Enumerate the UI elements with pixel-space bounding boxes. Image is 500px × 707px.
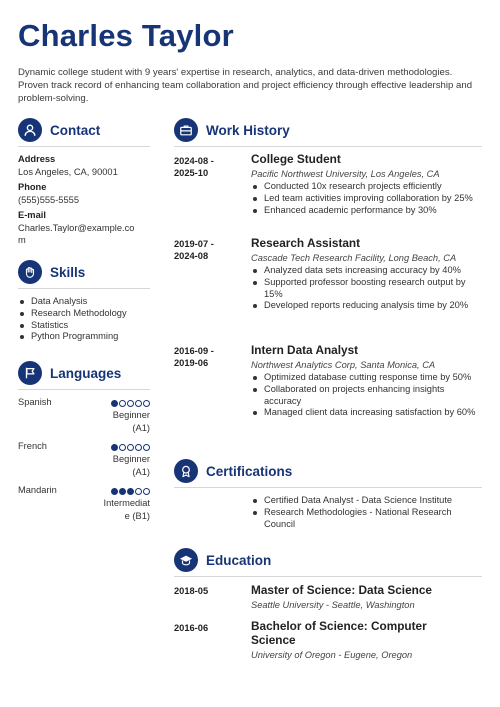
language-level-text: Intermediat <box>103 498 150 508</box>
summary-text: Dynamic college student with 9 years' expertise in research, analytics, and data-driven methodologies. Proven track record of enhancing team collaboration and project efficiency through effective leadership and problem-solving. <box>18 67 473 104</box>
education-school: Seattle University - Seattle, Washington <box>251 600 415 610</box>
job-bullets <box>251 265 481 312</box>
skills-title: Skills <box>50 264 86 280</box>
languages-section-header <box>18 361 121 385</box>
job-bullet: Managed client data increasing satisfaction by 60% <box>251 407 481 419</box>
language-level <box>95 486 150 522</box>
filled-dot-icon <box>111 444 118 451</box>
language-level <box>95 442 150 478</box>
education-section-header <box>174 548 271 572</box>
empty-dot-icon <box>135 444 142 451</box>
contact-divider <box>18 146 150 147</box>
certifications-divider <box>174 487 482 488</box>
skills-divider <box>18 288 150 289</box>
certification-item: Research Methodologies - National Research Council <box>251 507 481 531</box>
job-role: Research Assistant <box>251 236 361 250</box>
empty-dot-icon <box>119 444 126 451</box>
job-role: College Student <box>251 152 341 166</box>
education-title: Education <box>206 552 272 568</box>
address-value: Los Angeles, CA, 90001 <box>18 167 118 177</box>
briefcase-icon <box>174 118 198 142</box>
job-bullet: Conducted 10x research projects efficiently <box>251 181 481 193</box>
proficiency-dots <box>95 486 150 496</box>
contact-title: Contact <box>50 122 101 138</box>
proficiency-dots <box>95 398 150 408</box>
address-label: Address <box>18 154 56 164</box>
skills-list <box>18 296 153 343</box>
education-divider <box>174 576 482 577</box>
hand-icon <box>18 260 42 284</box>
phone-label: Phone <box>18 182 47 192</box>
work-history-title: Work History <box>206 122 290 138</box>
contact-section-header <box>18 118 100 142</box>
proficiency-dots <box>95 442 150 452</box>
empty-dot-icon <box>143 444 150 451</box>
empty-dot-icon <box>135 400 142 407</box>
job-bullet: Developed reports reducing analysis time by 20% <box>251 300 481 312</box>
email-label: E-mail <box>18 210 46 220</box>
education-degree: Bachelor of Science: Computer Science <box>251 619 427 647</box>
job-date: 2024-08 - 2025-10 <box>174 156 214 178</box>
certifications-list <box>251 495 481 530</box>
job-role: Intern Data Analyst <box>251 343 359 357</box>
job-bullet: Collaborated on projects enhancing insights accuracy <box>251 384 481 408</box>
empty-dot-icon <box>143 400 150 407</box>
job-bullets <box>251 181 481 216</box>
empty-dot-icon <box>127 400 134 407</box>
job-organization: Pacific Northwest University, Los Angeles, CA <box>251 169 440 179</box>
job-date: 2019-07 - 2024-08 <box>174 239 214 261</box>
language-level-text: e (B1) <box>124 511 150 521</box>
language-level-text: Beginner <box>112 410 150 420</box>
job-bullets <box>251 372 481 419</box>
filled-dot-icon <box>111 488 118 495</box>
education-degree: Master of Science: Data Science <box>251 583 432 597</box>
language-name: Spanish <box>18 397 52 407</box>
empty-dot-icon <box>127 444 134 451</box>
skill-item: Python Programming <box>18 331 153 343</box>
job-bullet: Enhanced academic performance by 30% <box>251 205 481 217</box>
job-bullet: Optimized database cutting response time by 50% <box>251 372 481 384</box>
phone-value: (555)555-5555 <box>18 195 79 205</box>
education-date: 2016-06 <box>174 623 209 633</box>
skill-item: Research Methodology <box>18 308 153 320</box>
job-organization: Cascade Tech Research Facility, Long Beach, CA <box>251 253 457 263</box>
person-icon <box>18 118 42 142</box>
email-value-line2: m <box>18 235 26 245</box>
graduation-cap-icon <box>174 548 198 572</box>
flag-icon <box>18 361 42 385</box>
language-level-text: (A1) <box>132 423 150 433</box>
education-date: 2018-05 <box>174 586 209 596</box>
education-school: University of Oregon - Eugene, Oregon <box>251 650 413 660</box>
skills-section-header <box>18 260 85 284</box>
language-name: Mandarin <box>18 485 57 495</box>
certifications-section-header <box>174 459 292 483</box>
language-level-text: (A1) <box>132 467 150 477</box>
languages-divider <box>18 389 150 390</box>
job-organization: Northwest Analytics Corp, Santa Monica, CA <box>251 360 436 370</box>
language-level-text: Beginner <box>112 454 150 464</box>
empty-dot-icon <box>143 488 150 495</box>
certification-item: Certified Data Analyst - Data Science Institute <box>251 495 481 507</box>
skill-item: Data Analysis <box>18 296 153 308</box>
job-bullet: Supported professor boosting research output by 15% <box>251 277 481 301</box>
empty-dot-icon <box>119 400 126 407</box>
filled-dot-icon <box>119 488 126 495</box>
badge-icon <box>174 459 198 483</box>
languages-title: Languages <box>50 365 122 381</box>
job-date: 2016-09 - 2019-06 <box>174 346 214 368</box>
work-history-divider <box>174 146 482 147</box>
skill-item: Statistics <box>18 320 153 332</box>
filled-dot-icon <box>111 400 118 407</box>
email-value-line1: Charles.Taylor@example.co <box>18 223 135 233</box>
resume-name: Charles Taylor <box>18 18 234 53</box>
empty-dot-icon <box>135 488 142 495</box>
language-level <box>95 398 150 434</box>
language-name: French <box>18 441 47 451</box>
filled-dot-icon <box>127 488 134 495</box>
job-bullet: Analyzed data sets increasing accuracy by 40% <box>251 265 481 277</box>
job-bullet: Led team activities improving collaboration by 25% <box>251 193 481 205</box>
certifications-title: Certifications <box>206 463 293 479</box>
work-history-section-header <box>174 118 290 142</box>
